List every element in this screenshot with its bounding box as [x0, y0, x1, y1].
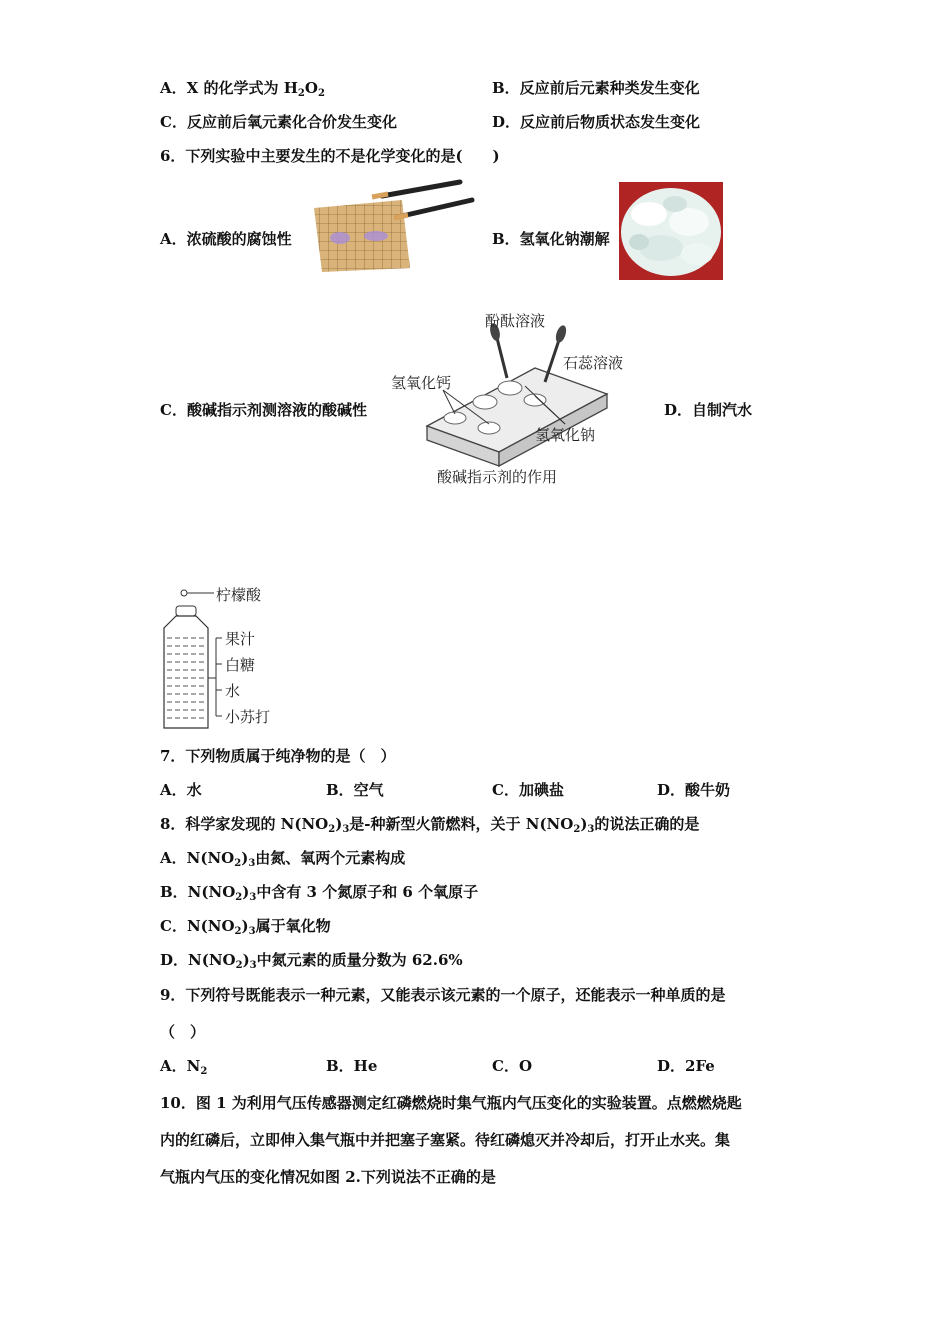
q6-option-c: C．酸碱指示剂测溶液的酸碱性 — [160, 401, 367, 419]
q9-stem: 9．下列符号既能表示一种元素，又能表示该元素的一个原子，还能表示一种单质的是 — [160, 986, 726, 1004]
q10-line-3: 气瓶内气压的变化情况如图 2.下列说法不正确的是 — [160, 1168, 496, 1186]
label-calcium-hydroxide: 氢氧化钙 — [391, 374, 452, 392]
q6-stem: 6．下列实验中主要发生的不是化学变化的是( ) — [160, 147, 500, 165]
homemade-soda-figure — [150, 582, 290, 732]
q8-option-a: A．$N(NO_2)_3$由氮、氧两个元素构成 — [160, 849, 406, 869]
label-sugar: 白糖 — [225, 656, 256, 674]
q8-stem: 8．科学家发现的 $N(NO_2)_3$是-种新型火箭燃料，关于 $N(NO_2)_3$的说法正确的是 — [160, 815, 700, 835]
q6-option-b: B．氢氧化钠潮解 — [492, 230, 610, 248]
label-baking-soda: 小苏打 — [225, 708, 271, 726]
label-citric-acid: 柠檬酸 — [216, 586, 262, 604]
q5-option-d: D．反应前后物质状态发生变化 — [492, 113, 701, 131]
q9-option-b: B．He — [326, 1057, 378, 1075]
q7-stem: 7．下列物质属于纯净物的是（ ） — [160, 747, 396, 765]
q10-line-2: 内的红磷后，立即伸入集气瓶中并把塞子塞紧。待红磷熄灭并冷却后，打开止水夹。集 — [160, 1131, 731, 1149]
q5-option-b: B．反应前后元素种类发生变化 — [492, 79, 700, 97]
q6-option-a: A．浓硫酸的腐蚀性 — [160, 230, 292, 248]
q7-option-d: D．酸牛奶 — [657, 781, 731, 799]
q5-option-a: A．X 的化学式为 $H_2O_2$ — [160, 79, 325, 99]
q9-option-c: C．O — [492, 1057, 533, 1075]
q7-option-b: B．空气 — [326, 781, 384, 799]
q7-option-c: C．加碘盐 — [492, 781, 564, 799]
q7-option-a: A．水 — [160, 781, 202, 799]
sulfuric-acid-paper-image — [310, 178, 475, 273]
q9-option-a: A．$N_2$ — [160, 1057, 208, 1077]
figure-caption: 酸碱指示剂的作用 — [437, 468, 558, 486]
label-water: 水 — [225, 682, 241, 700]
label-litmus: 石蕊溶液 — [563, 354, 624, 372]
sodium-hydroxide-image — [619, 182, 723, 280]
q8-option-b: B．$N(NO_2)_3$中含有 3 个氮原子和 6 个氧原子 — [160, 883, 479, 903]
q6-option-d: D．自制汽水 — [664, 401, 753, 419]
label-juice: 果汁 — [225, 630, 256, 648]
q8-option-c: C．$N(NO_2)_3$属于氧化物 — [160, 917, 331, 937]
indicator-experiment-figure — [385, 306, 650, 496]
q10-line-1: 10．图 1 为利用气压传感器测定红磷燃烧时集气瓶内气压变化的实验装置。点燃燃烧匙 — [160, 1094, 742, 1112]
q5-option-c: C．反应前后氧元素化合价发生变化 — [160, 113, 397, 131]
q8-option-d: D．$N(NO_2)_3$中氮元素的质量分数为 62.6% — [160, 951, 463, 971]
q9-option-d: D．2Fe — [657, 1057, 715, 1075]
label-sodium-hydroxide: 氢氧化钠 — [535, 426, 596, 444]
label-phenolphthalein: 酚酞溶液 — [485, 312, 546, 330]
q9-answer-paren: （ ） — [160, 1023, 206, 1041]
